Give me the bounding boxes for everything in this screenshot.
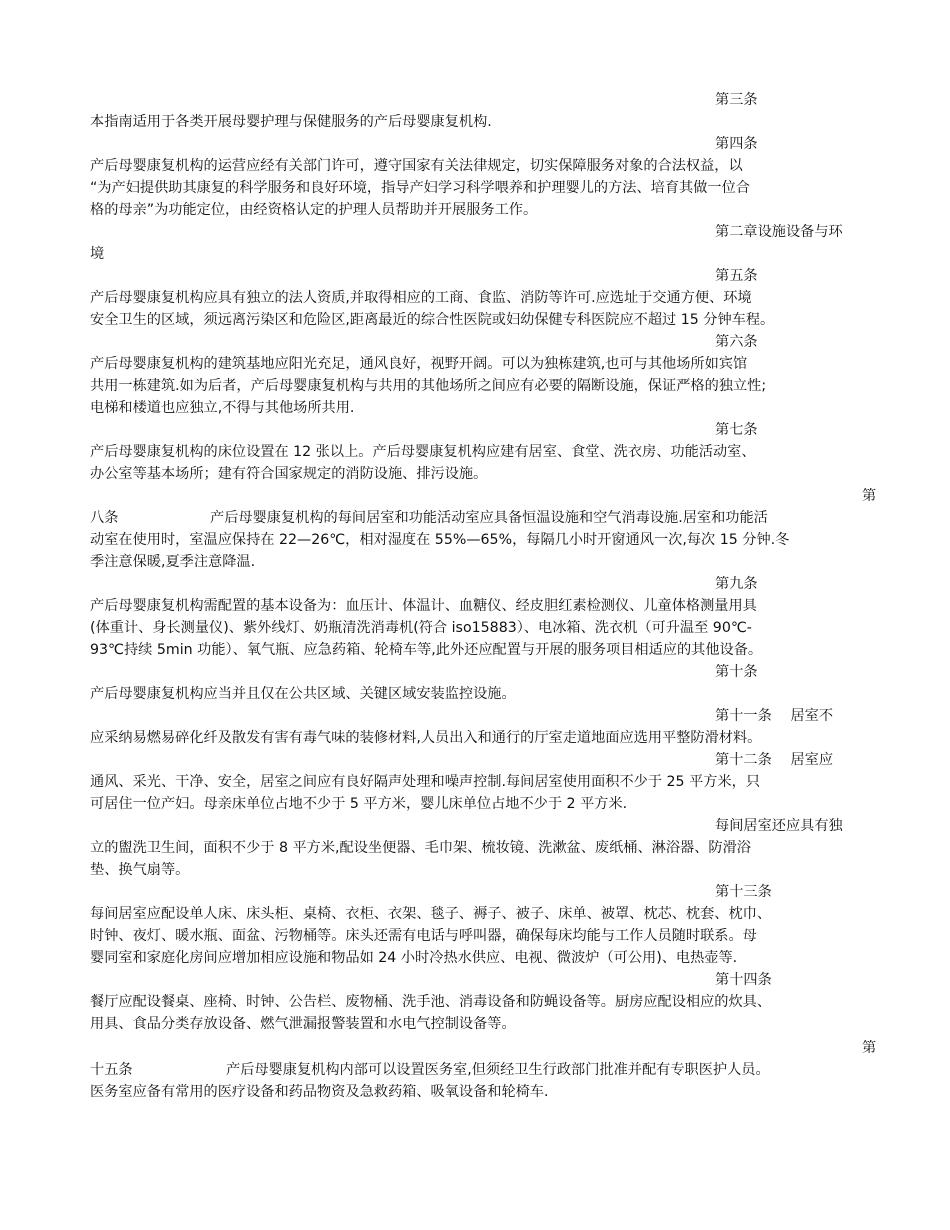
paragraph-line: 医务室应备有常用的医疗设备和药品物资及急救药箱、吸氧设备和轮椅车. (90, 1084, 549, 1100)
article-heading: 第六条 (715, 334, 758, 350)
paragraph-line: 产后母婴康复机构的建筑基地应阳光充足，通风良好，视野开阔。可以为独栋建筑,也可与其他场所如宾馆 (90, 356, 748, 372)
paragraph-line: 电梯和楼道也应独立,不得与其他场所共用. (90, 400, 355, 416)
article-heading: 第十三条 (715, 884, 772, 900)
paragraph-line: 产后母婴康复机构的床位设置在 12 张以上。产后母婴康复机构应建有居室、食堂、洗衣房、功能活动室、 (90, 444, 756, 460)
paragraph-line: (体重计、身长测量仪)、紫外线灯、奶瓶清洗消毒机(符合 iso15883）、电冰箱、洗衣机（可升温至 90℃- (90, 620, 752, 636)
paragraph-line: 本指南适用于各类开展母婴护理与保健服务的产后母婴康复机构. (90, 114, 492, 130)
paragraph-line: 可居住一位产妇。母亲床单位占地不少于 5 平方米，婴儿床单位占地不少于 2 平方米. (90, 796, 628, 812)
paragraph-line: 餐厅应配设餐桌、座椅、时钟、公告栏、废物桶、洗手池、消毒设备和防蝇设备等。厨房应配设相应的炊具、 (90, 994, 772, 1010)
article-heading: 第十二条 居室应 (715, 752, 834, 768)
paragraph-line: 产后母婴康复机构的运营应经有关部门许可，遵守国家有关法律规定，切实保障服务对象的合法权益，以 (90, 158, 743, 174)
paragraph-line: 产后母婴康复机构需配置的基本设备为：血压计、体温计、血糖仪、经皮胆红素检测仪、儿童体格测量用具 (90, 598, 757, 614)
paragraph-line: “为产妇提供助其康复的科学服务和良好环境，指导产妇学习科学喂养和护理婴儿的方法、培育其做一位合 (90, 180, 750, 196)
paragraph-line: 每间居室还应具有独 (715, 818, 843, 834)
paragraph-line (90, 507, 880, 529)
paragraph-line: 境 (90, 246, 105, 262)
article-number: 十五条 (90, 1062, 133, 1078)
article-heading: 第七条 (715, 422, 758, 438)
paragraph-line: 办公室等基本场所；建有符合国家规定的消防设施、排污设施。 (90, 466, 488, 482)
paragraph-line (90, 1059, 880, 1081)
paragraph-line: 婴同室和家庭化房间应增加相应设施和物品如 24 小时冷热水供应、电视、微波炉（可公用)、电热壶等. (90, 950, 738, 966)
paragraph-line: 垫、换气扇等。 (90, 862, 190, 878)
paragraph-line: 季注意保暖,夏季注意降温. (90, 554, 256, 570)
paragraph-line: 动室在使用时，室温应保持在 22—26℃，相对湿度在 55%—65%，每隔几小时开窗通风一次,每次 15 分钟.冬 (90, 532, 790, 548)
article-heading: 第十四条 (715, 972, 772, 988)
article-heading: 第四条 (715, 136, 758, 152)
paragraph-text: 产后母婴康复机构内部可以设置医务室,但须经卫生行政部门批准并配有专职医护人员。 (226, 1062, 770, 1078)
paragraph-text: 产后母婴康复机构的每间居室和功能活动室应具备恒温设施和空气消毒设施.居室和功能活 (210, 510, 768, 526)
article-heading: 第九条 (715, 576, 758, 592)
article-heading: 第 (862, 1040, 877, 1056)
article-heading: 第五条 (715, 268, 758, 284)
paragraph-line: 安全卫生的区域，须远离污染区和危险区,距离最近的综合性医院或妇幼保健专科医院应不超过 15 分钟车程。 (90, 312, 775, 328)
paragraph-line: 通风、采光、干净、安全，居室之间应有良好隔声处理和噪声控制.每间居室使用面积不少于 25 平方米，只 (90, 774, 761, 790)
article-heading: 第 (862, 488, 877, 504)
paragraph-line: 共用一栋建筑.如为后者，产后母婴康复机构与共用的其他场所之间应有必要的隔断设施，保证严格的独立性; (90, 378, 767, 394)
paragraph-line: 93℃持续 5min 功能）、氧气瓶、应急药箱、轮椅车等,此外还应配置与开展的服务项目相适应的其他设备。 (90, 642, 763, 658)
paragraph-line: 时钟、夜灯、暖水瓶、面盆、污物桶等。床头还需有电话与呼叫器，确保每床均能与工作人员随时联系。母 (90, 928, 757, 944)
article-number: 八条 (90, 510, 119, 526)
chapter-heading: 第二章设施设备与环 (715, 224, 843, 240)
paragraph-line: 立的盥洗卫生间，面积不少于 8 平方米,配设坐便器、毛巾架、梳妆镜、洗漱盆、废纸桶、淋浴器、防滑浴 (90, 840, 751, 856)
article-heading: 第十一条 居室不 (715, 708, 834, 724)
paragraph-line: 产后母婴康复机构应具有独立的法人资质,并取得相应的工商、食监、消防等许可.应选址于交通方便、环境 (90, 290, 752, 306)
paragraph-line: 用具、食品分类存放设备、燃气泄漏报警装置和水电气控制设备等。 (90, 1016, 516, 1032)
paragraph-line: 应采纳易燃易碎化纤及散发有害有毒气味的装修材料,人员出入和通行的厅室走道地面应选用平整防滑材料。 (90, 730, 762, 746)
article-heading: 第十条 (715, 664, 758, 680)
paragraph-line: 每间居室应配设单人床、床头柜、桌椅、衣柜、衣架、毯子、褥子、被子、床单、被罩、枕芯、枕套、枕巾、 (90, 906, 772, 922)
paragraph-line: 产后母婴康复机构应当并且仅在公共区域、关键区域安装监控设施。 (90, 686, 516, 702)
paragraph-line: 格的母亲”为功能定位，由经资格认定的护理人员帮助并开展服务工作。 (90, 202, 538, 218)
article-heading: 第三条 (715, 92, 758, 108)
